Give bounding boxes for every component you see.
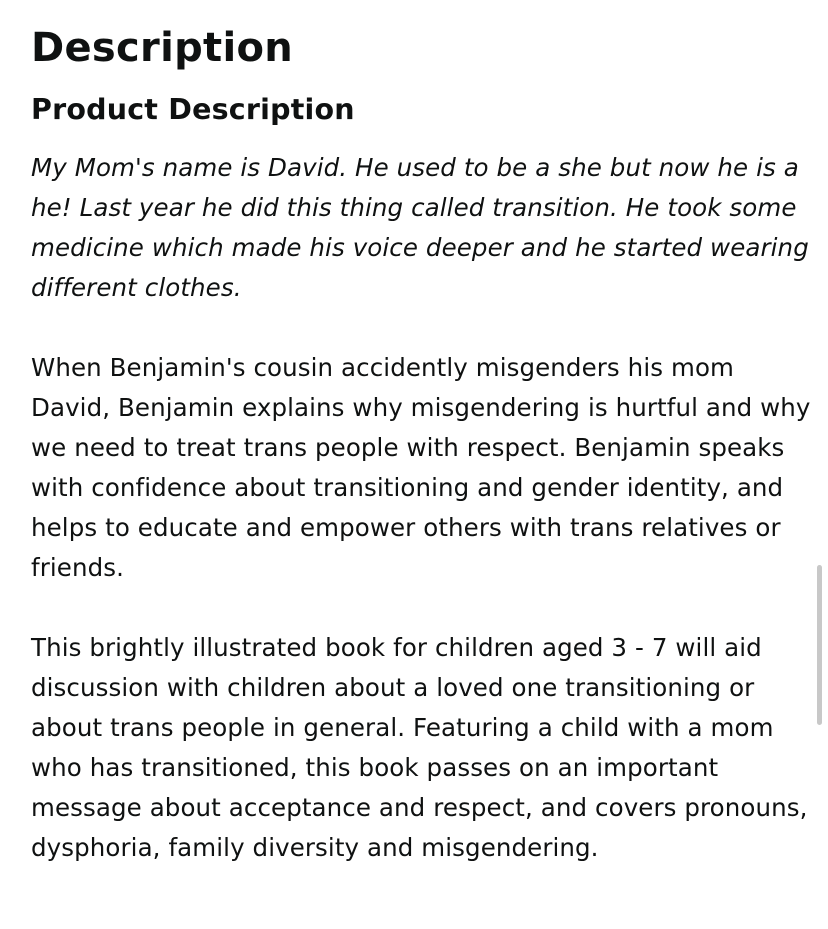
section-title: Description bbox=[31, 25, 294, 71]
description-paragraph-2: This brightly illustrated book for children aged 3 - 7 will aid discussion with children about a loved one transitioning or about trans people in general. Featuring a child with a mom who has transitioned, this book passes on an important message about acceptance and respect, and covers pronouns, dysphoria, family diversity and misgendering. bbox=[31, 633, 808, 862]
description-quote: My Mom's name is David. He used to be a she but now he is a he! Last year he did this thing called transition. He took some medicine which made his voice deeper and he started wearing different clothes. bbox=[31, 153, 809, 302]
description-section bbox=[31, 18, 811, 868]
description-paragraph-1: When Benjamin's cousin accidently misgenders his mom David, Benjamin explains why misgendering is hurtful and why we need to treat trans people with respect. Benjamin speaks with confidence about transitioning and gender identity, and helps to educate and empower others with trans relatives or friends. bbox=[31, 353, 811, 582]
product-description-heading: Product Description bbox=[31, 93, 355, 126]
scrollbar-thumb[interactable] bbox=[817, 565, 822, 725]
